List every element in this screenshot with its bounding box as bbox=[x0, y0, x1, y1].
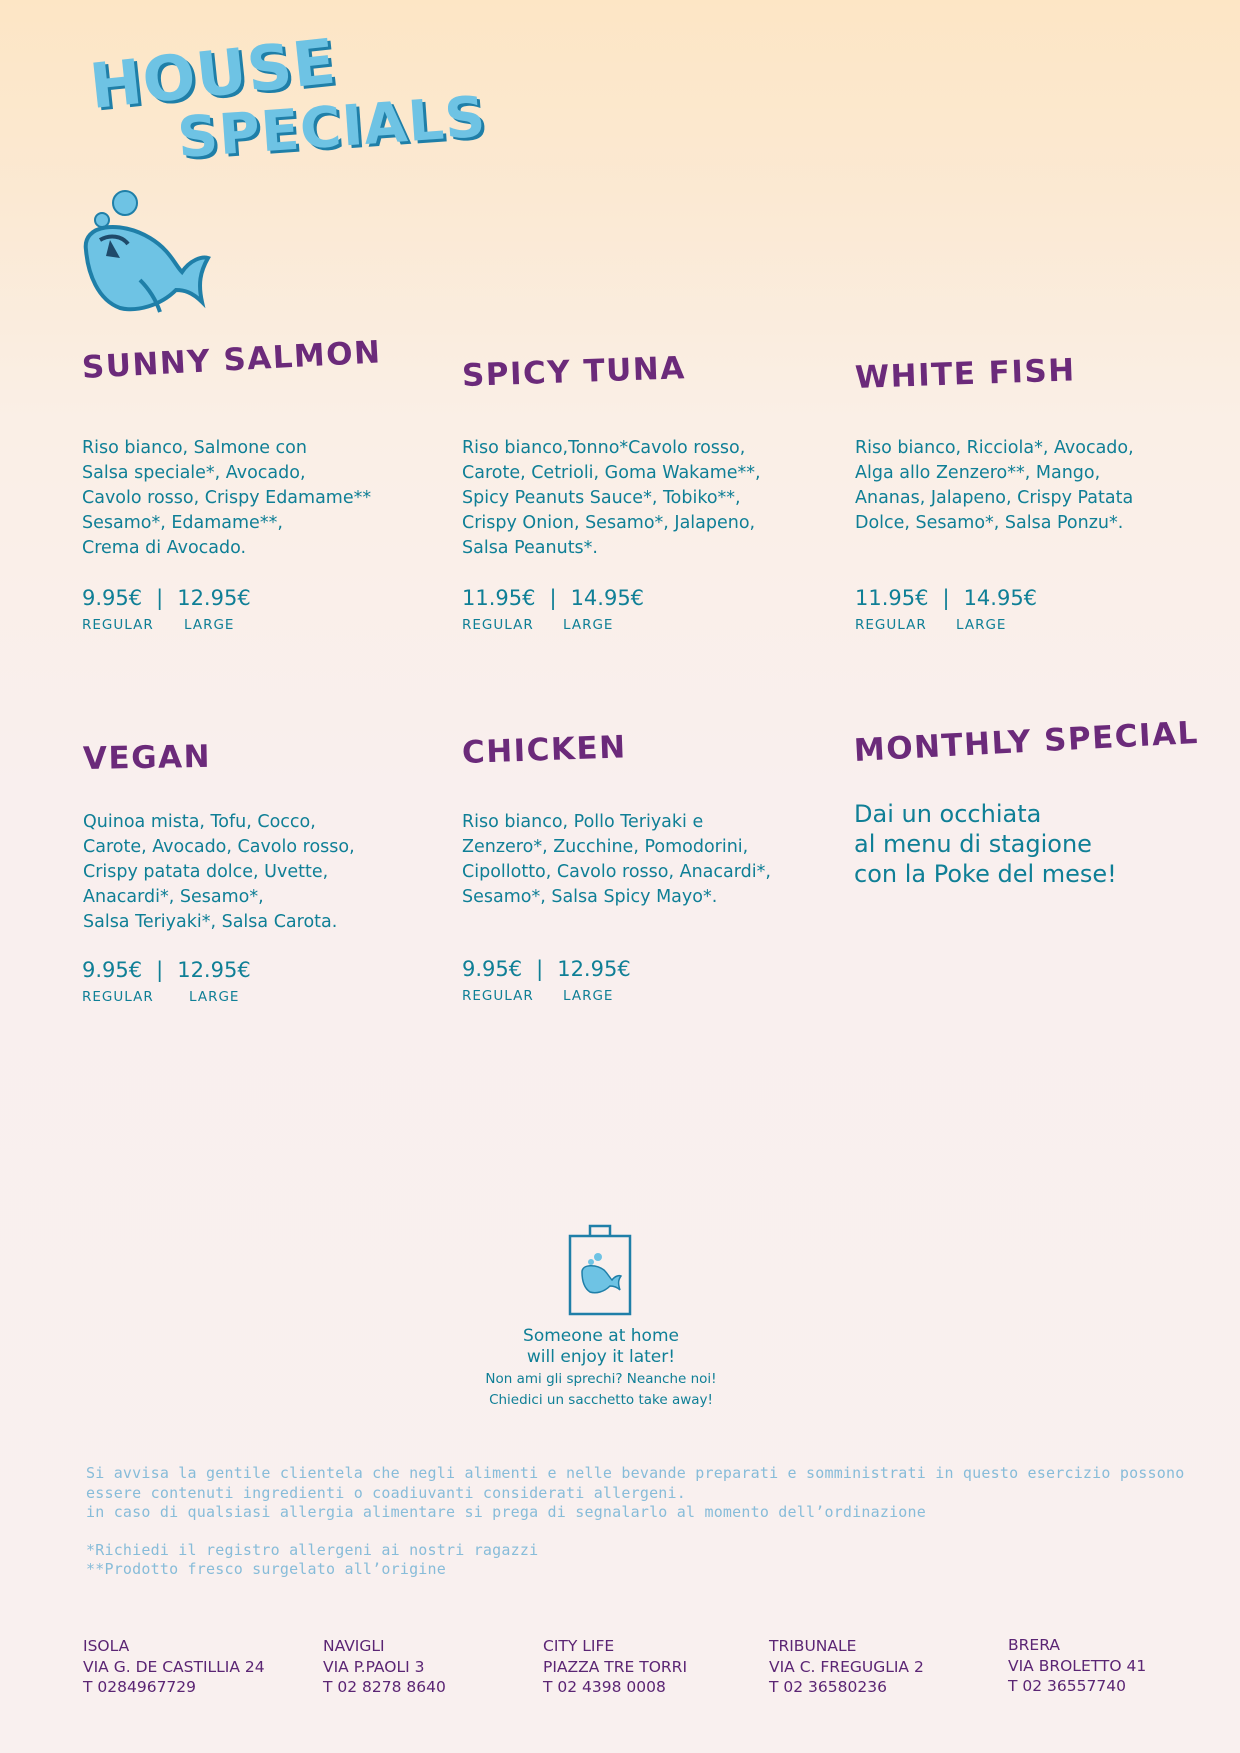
size-labels bbox=[462, 617, 613, 633]
item-title: WHITE FISH bbox=[854, 352, 1077, 396]
label-large: LARGE bbox=[563, 617, 614, 633]
item-title: SUNNY SALMON bbox=[81, 334, 383, 386]
item-title: VEGAN bbox=[82, 738, 212, 777]
price-large: 14.95€ bbox=[963, 586, 1038, 610]
menu-item-sunny-salmon bbox=[81, 334, 422, 633]
price-row bbox=[462, 957, 631, 981]
location-phone: T 02 36580236 bbox=[769, 1678, 887, 1696]
location-address: VIA P.PAOLI 3 bbox=[323, 1657, 425, 1676]
label-large: LARGE bbox=[184, 617, 235, 633]
disclaimer-note-2: **Prodotto fresco surgelato all’origine bbox=[86, 1560, 446, 1578]
item-title: CHICKEN bbox=[461, 729, 628, 771]
menu-item-chicken bbox=[461, 729, 802, 1004]
menu-item-vegan bbox=[82, 738, 423, 1005]
label-large: LARGE bbox=[956, 617, 1007, 633]
price-separator: | bbox=[156, 586, 164, 610]
disclaimer-line-2: essere contenuti ingredienti o coadiuvanti considerati allergeni. bbox=[86, 1484, 686, 1502]
location-address: VIA G. DE CASTILLIA 24 bbox=[83, 1657, 265, 1676]
disclaimer-line-3: in caso di qualsiasi allergia alimentare si prega di segnalarlo al momento dell’ordinazione bbox=[86, 1503, 926, 1521]
location-phone: T 02 36557740 bbox=[1008, 1677, 1126, 1695]
menu-item-spicy-tuna bbox=[461, 350, 802, 633]
item-description: Riso bianco,Tonno*Cavolo rosso, Carote, Cetrioli, Goma Wakame**, Spicy Peanuts Sauce*, Tobiko**, Crispy Onion, Sesamo*, Jalapeno, Salsa Peanuts*. bbox=[462, 438, 761, 558]
location-name: ISOLA bbox=[83, 1637, 130, 1655]
item-title: SPICY TUNA bbox=[461, 350, 687, 394]
location-phone: T 02 4398 0008 bbox=[543, 1678, 666, 1696]
price-separator: | bbox=[549, 586, 557, 610]
house-specials-logo bbox=[80, 24, 489, 280]
label-regular: REGULAR bbox=[82, 989, 154, 1005]
shopping-bag-icon bbox=[568, 1222, 632, 1316]
location-phone: T 0284967729 bbox=[83, 1678, 197, 1696]
size-labels bbox=[462, 988, 613, 1004]
item-description: Riso bianco, Ricciola*, Avocado, Alga allo Zenzero**, Mango, Ananas, Jalapeno, Crispy Patata Dolce, Sesamo*, Salsa Ponzu*. bbox=[855, 438, 1134, 533]
size-labels bbox=[82, 617, 234, 633]
price-large: 12.95€ bbox=[557, 957, 631, 981]
price-regular: 9.95€ bbox=[82, 586, 143, 610]
label-regular: REGULAR bbox=[462, 617, 534, 633]
label-regular: REGULAR bbox=[82, 617, 154, 633]
disclaimer-line-1: Si avvisa la gentile clientela che negli alimenti e nelle bevande preparati e somministrati in questo esercizio possono bbox=[86, 1464, 1185, 1482]
location-tribunale bbox=[769, 1636, 924, 1698]
price-separator: | bbox=[156, 958, 164, 982]
location-navigli bbox=[323, 1636, 446, 1698]
price-row bbox=[82, 586, 251, 610]
fish-icon bbox=[80, 140, 220, 330]
location-city-life bbox=[543, 1636, 687, 1698]
location-phone: T 02 8278 8640 bbox=[323, 1678, 446, 1696]
price-regular: 9.95€ bbox=[462, 957, 523, 981]
price-large: 12.95€ bbox=[177, 958, 251, 982]
logo-specials-text: SPECIALS bbox=[175, 84, 489, 171]
item-description: Riso bianco, Salmone con Salsa speciale*, Avocado, Cavolo rosso, Crispy Edamame** Sesamo*, Edamame**, Crema di Avocado. bbox=[82, 438, 372, 558]
label-regular: REGULAR bbox=[855, 617, 927, 633]
item-description: Riso bianco, Pollo Teriyaki e Zenzero*, Zucchine, Pomodorini, Cipollotto, Cavolo rosso, Anacardi*, Sesamo*, Salsa Spicy Mayo*. bbox=[462, 812, 771, 907]
price-separator: | bbox=[942, 586, 950, 610]
price-large: 12.95€ bbox=[177, 586, 251, 610]
size-labels bbox=[855, 617, 1006, 633]
location-name: NAVIGLI bbox=[323, 1637, 385, 1655]
takeaway-line-4: Chiedici un sacchetto take away! bbox=[489, 1392, 713, 1408]
price-regular: 11.95€ bbox=[855, 586, 929, 610]
price-regular: 9.95€ bbox=[82, 958, 143, 982]
price-row bbox=[855, 586, 1037, 610]
location-isola bbox=[83, 1636, 265, 1698]
label-regular: REGULAR bbox=[462, 988, 534, 1004]
price-separator: | bbox=[536, 957, 544, 981]
price-row bbox=[82, 958, 251, 982]
location-name: TRIBUNALE bbox=[769, 1637, 857, 1655]
menu-item-white-fish bbox=[854, 352, 1195, 633]
location-address: PIAZZA TRE TORRI bbox=[543, 1657, 688, 1676]
price-regular: 11.95€ bbox=[462, 586, 536, 610]
location-brera bbox=[1008, 1635, 1146, 1697]
size-labels bbox=[82, 989, 239, 1005]
label-large: LARGE bbox=[189, 989, 240, 1005]
location-name: CITY LIFE bbox=[543, 1637, 615, 1655]
location-name: BRERA bbox=[1008, 1636, 1060, 1654]
takeaway-line-2: will enjoy it later! bbox=[526, 1347, 676, 1367]
monthly-special-text: Dai un occhiata al menu di stagione con la Poke del mese! bbox=[854, 800, 1117, 888]
item-title: MONTHLY SPECIAL bbox=[853, 714, 1200, 769]
price-row bbox=[462, 586, 644, 610]
price-large: 14.95€ bbox=[570, 586, 645, 610]
location-address: VIA C. FREGUGLIA 2 bbox=[769, 1657, 924, 1676]
label-large: LARGE bbox=[563, 988, 614, 1004]
location-address: VIA BROLETTO 41 bbox=[1008, 1656, 1147, 1675]
monthly-special bbox=[853, 714, 1214, 888]
takeaway-line-3: Non ami gli sprechi? Neanche noi! bbox=[485, 1371, 717, 1387]
disclaimer-note-1: *Richiedi il registro allergeni ai nostri ragazzi bbox=[86, 1541, 539, 1559]
takeaway-line-1: Someone at home bbox=[523, 1326, 679, 1346]
logo-house-text: HOUSE bbox=[86, 24, 340, 123]
item-description: Quinoa mista, Tofu, Cocco, Carote, Avocado, Cavolo rosso, Crispy patata dolce, Uvette, Anacardi*, Sesamo*, Salsa Teriyaki*, Salsa Carota. bbox=[83, 812, 355, 932]
